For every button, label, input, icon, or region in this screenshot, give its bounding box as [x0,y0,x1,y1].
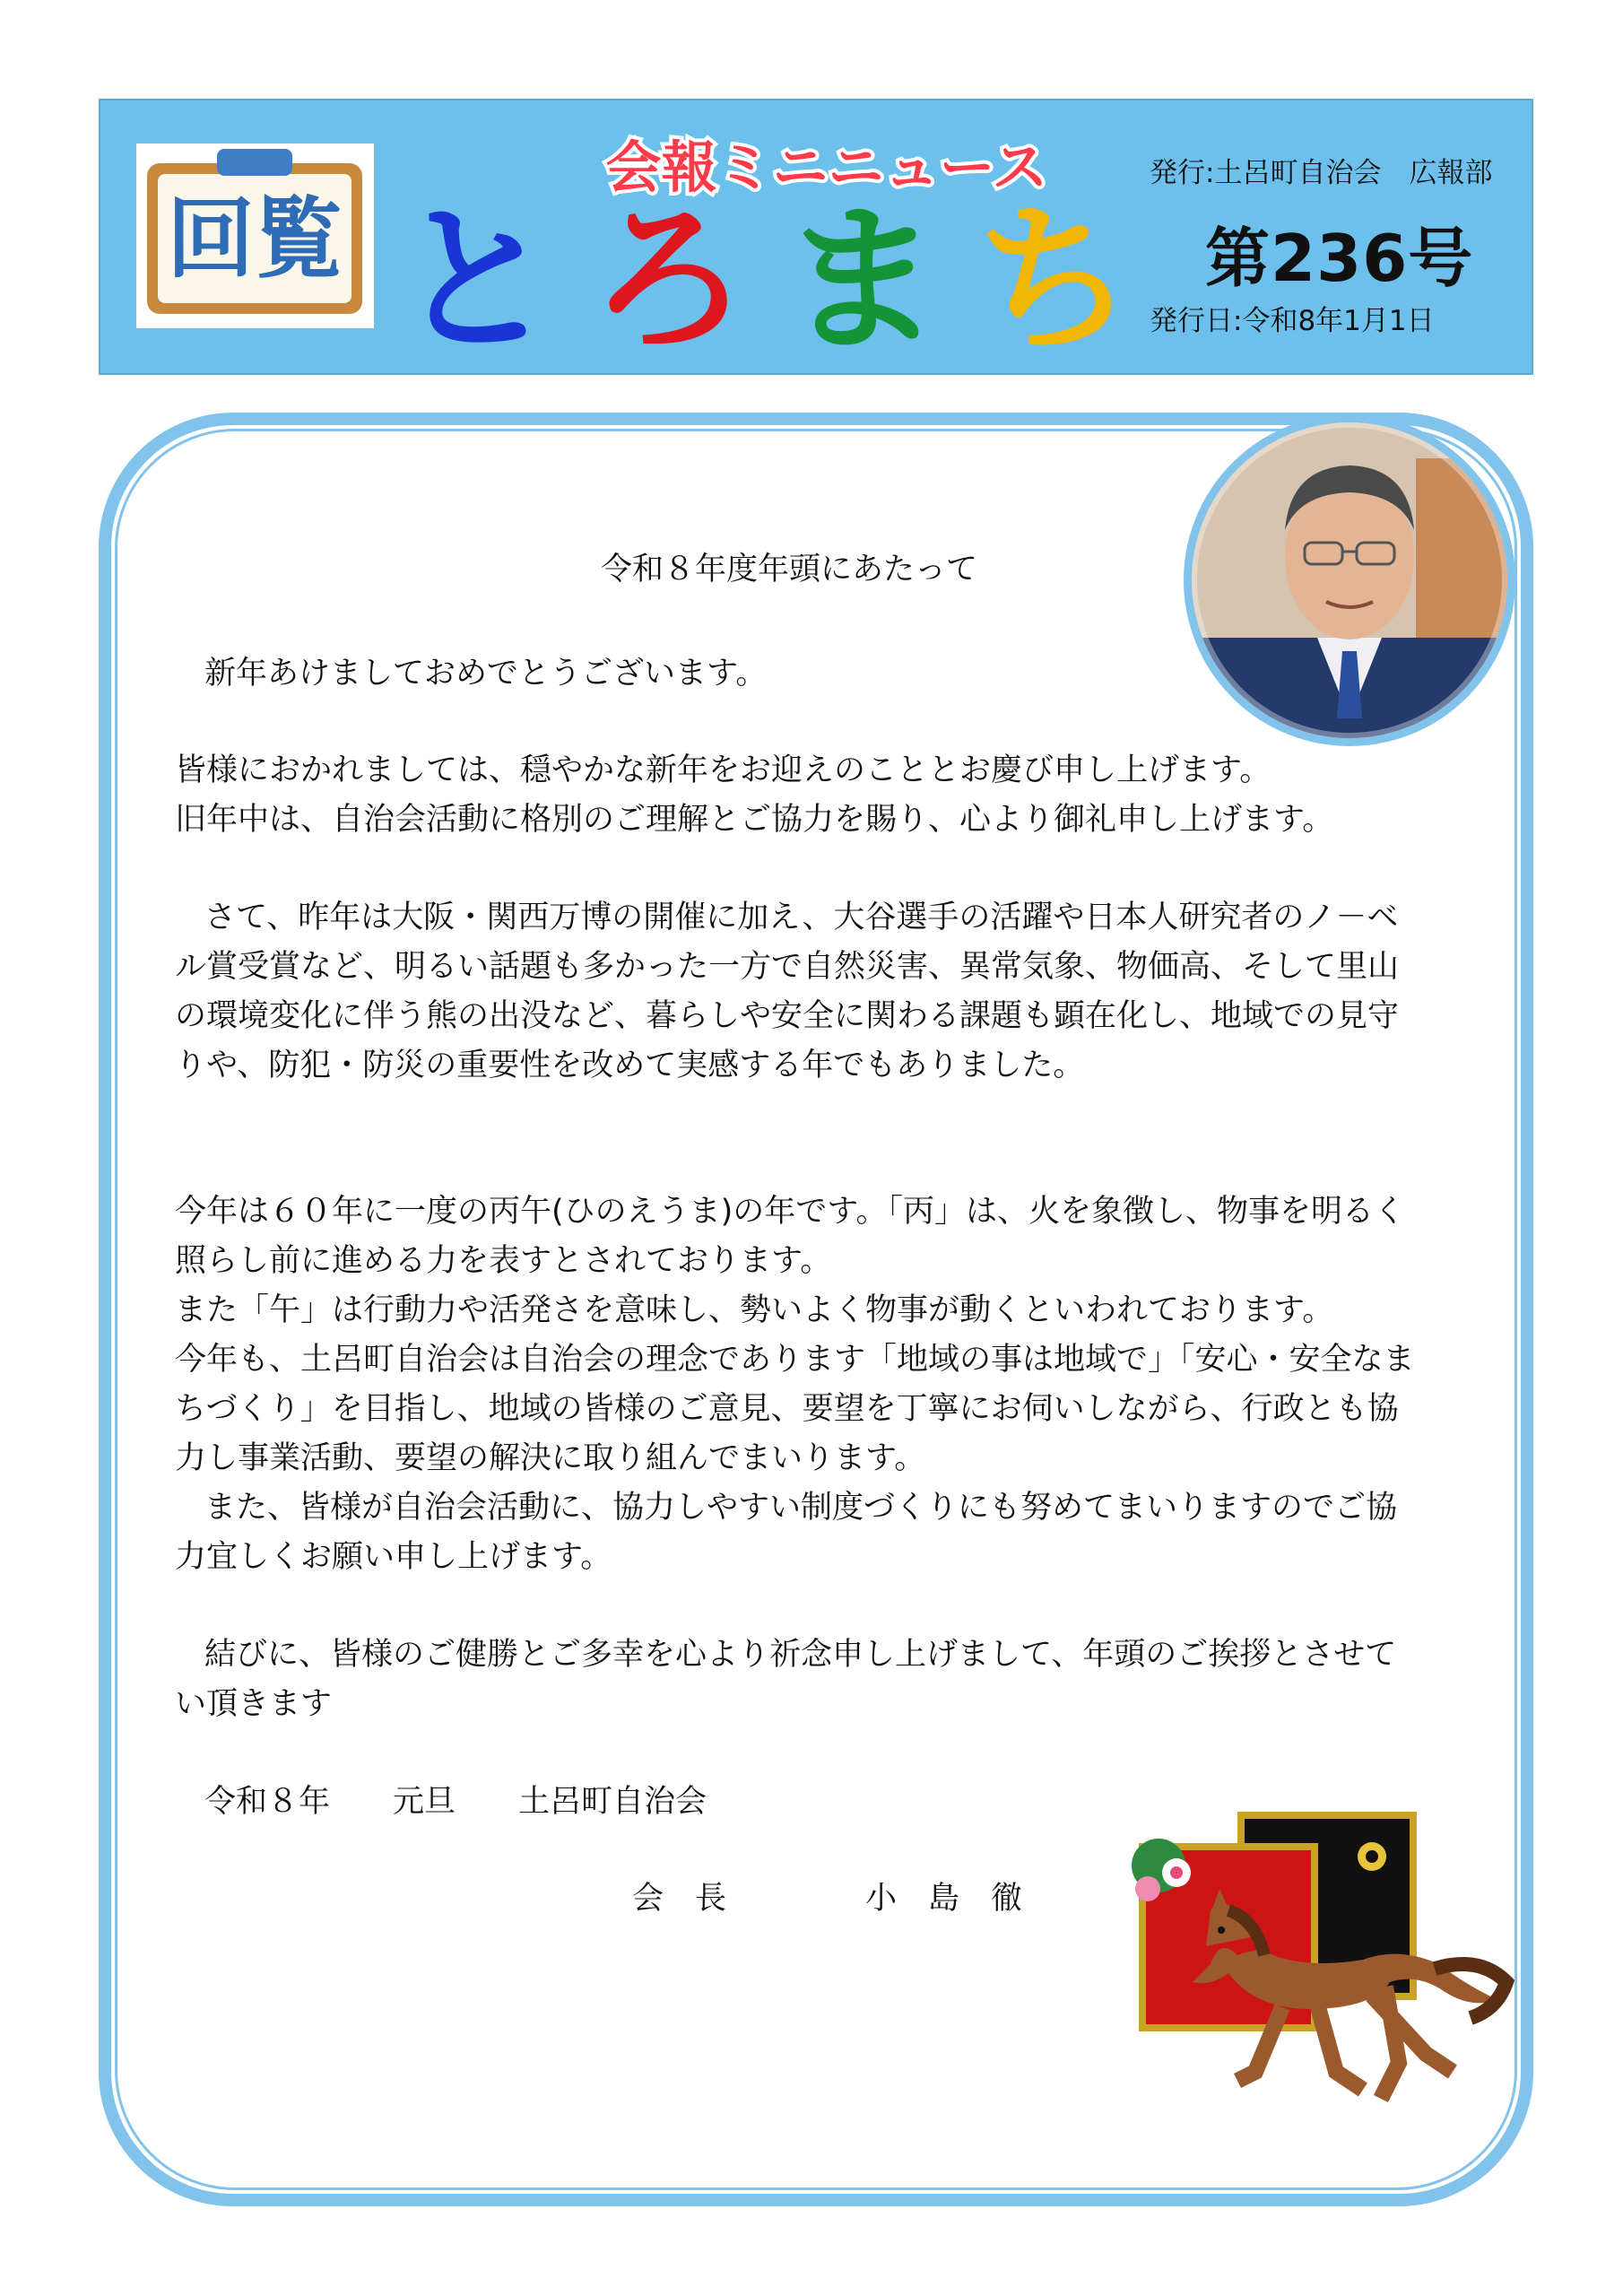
article-line: 皆様におかれましては、穏やかな新年をお迎えのこととお慶び申し上げます。 [175,752,1271,788]
article-line: 新年あけましておめでとうございます。 [204,656,768,691]
article-line: 今年も、土呂町自治会は自治会の理念であります「地域の事は地域で」「安心・安全なま [175,1342,1415,1378]
chairman-portrait [1184,414,1515,746]
publisher-text: 発行:土呂町自治会 広報部 [1150,157,1493,189]
article-line: さて、昨年は大阪・関西万博の開催に加え、大谷選手の活躍や日本人研究者のノ－ベ [204,900,1399,935]
horse-new-year-illustration [1076,1803,1524,2161]
article-line: りや、防犯・防災の重要性を改めて実感する年でもありました。 [175,1048,1085,1083]
article-line: 力し事業活動、要望の解決に取り組んでまいります。 [175,1440,926,1476]
issue-date: 発行日:令和8年1月1日 [1150,305,1435,337]
article-line: 旧年中は、自治会活動に格別のご理解とご協力を賜り、心より御礼申し上げます。 [175,802,1334,838]
article-line: 結びに、皆様のご健勝とご多幸を心より祈念申し上げまして、年頭のご挨拶とさせて [204,1637,1397,1673]
article-line: また、皆様が自治会活動に、協力しやすい制度づくりにも努めてまいりますのでご協 [204,1490,1398,1526]
article-line: い頂きます [175,1686,333,1722]
article-line: の環境変化に伴う熊の出没など、暮らしや安全に関わる課題も顕在化し、地域での見守 [175,998,1400,1034]
kairan-label: 回覧 [166,188,343,291]
subtitle-text: 会報ミニニュース [605,135,1048,200]
header-banner [99,99,1533,375]
issue-number: 第236号 [1205,221,1474,296]
title-char-ma: ま [782,187,942,373]
article-heading: 令和８年度年頭にあたって [601,552,978,587]
article-line: ル賞受賞など、明るい話題も多かった一方で自然災害、異常気象、物価高、そして里山 [175,949,1400,985]
signature-title: 会 長 [632,1881,727,1917]
article-line: ちづくり」を目指し、地域の皆様のご意見、要望を丁寧にお伺いしながら、行政とも協 [175,1391,1399,1427]
title-char-chi: ち [975,187,1134,373]
date-line: 令和８年 元旦 土呂町自治会 [204,1784,707,1820]
article-line: 力宜しくお願い申し上げます。 [175,1539,612,1575]
article-line: 今年は６０年に一度の丙午(ひのえうま)の年です。「丙」は、火を象徴し、物事を明るく [175,1194,1406,1230]
article-line: また「午」は行動力や活発さを意味し、勢いよく物事が動くといわれております。 [175,1292,1334,1328]
title-char-to: と [396,187,556,373]
article-line: 照らし前に進める力を表すとされております。 [175,1243,832,1279]
kairan-clipboard-icon [136,144,374,328]
signature-name: 小 島 徹 [865,1881,1023,1917]
title-char-ro: ろ [589,187,749,373]
